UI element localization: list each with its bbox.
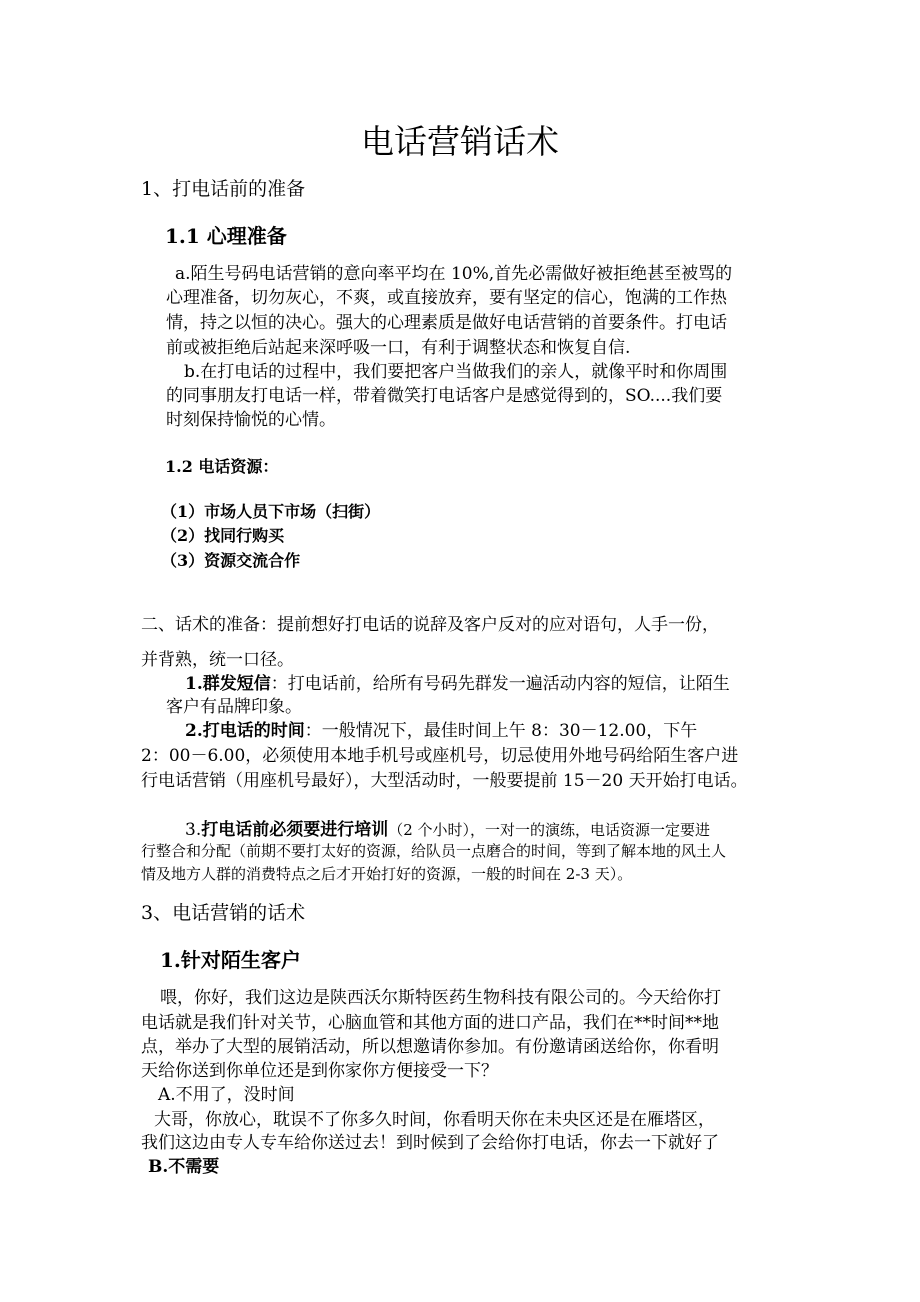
item-3-prefix: 3.: [185, 820, 202, 840]
section-2-heading-line-2: 并背熟，统一口径。: [141, 650, 294, 670]
para-b-line-3: 时刻保持愉悦的心情。: [166, 410, 336, 430]
section-2-item-2-line-2: 2：00－6.00，必须使用本地手机号或座机号，切忌使用外地号码给陌生客户进: [141, 746, 739, 766]
section-2-heading-line-1: 二、话术的准备：提前想好打电话的说辞及客户反对的应对语句，人手一份，: [141, 615, 719, 635]
para-a-line-3: 情，持之以恒的决心。强大的心理素质是做好电话营销的首要条件。打电话: [166, 313, 727, 333]
answer-a-line-1: 大哥，你放心，耽误不了你多久时间，你看明天你在未央区还是在雁塔区，: [154, 1110, 715, 1130]
item-2-text: ：一般情况下，最佳时间上午 8：30－12.00，下午: [304, 721, 698, 741]
item-1-text: ：打电话前，给所有号码先群发一遍活动内容的短信，让陌生: [270, 674, 730, 694]
subsection-1-2-heading: 1.2 电话资源：: [165, 457, 279, 476]
para-a-line-1: a.陌生号码电话营销的意向率平均在 10%,首先必需做好被拒绝甚至被骂的: [175, 264, 733, 284]
section-2-item-2-line-3: 行电话营销（用座机号最好），大型活动时，一般要提前 15－20 天开始打电话。: [141, 771, 748, 791]
para-b-line-2: 的同事朋友打电话一样，带着微笑打电话客户是感觉得到的，SO....我们要: [166, 386, 723, 406]
section-3-heading: 3、电话营销的话术: [141, 902, 306, 924]
item-3-label: 打电话前必须要进行培训: [201, 820, 389, 840]
script-line-4: 天给你送到你单位还是到你家你方便接受一下？: [141, 1061, 498, 1081]
section-1-heading: 1、打电话前的准备: [141, 178, 306, 200]
item-2-label: 2.打电话的时间: [185, 721, 305, 741]
script-line-3: 点，举办了大型的展销活动，所以想邀请你参加。有份邀请函送给你，你看明: [141, 1037, 719, 1057]
para-a-line-2: 心理准备，切勿灰心，不爽，或直接放弃，要有坚定的信心，饱满的工作热: [166, 288, 727, 308]
reply-a: A.不用了，没时间: [158, 1085, 295, 1105]
resource-item-2: （2）找同行购买: [161, 526, 285, 545]
script-line-1: 喂，你好，我们这边是陕西沃尔斯特医药生物科技有限公司的。今天给你打: [160, 988, 721, 1008]
section-2-item-1: [185, 669, 730, 694]
para-b-line-1: b.在打电话的过程中，我们要把客户当做我们的亲人，就像平时和你周围: [184, 362, 728, 382]
item-1-label: 1.群发短信: [185, 674, 271, 694]
reply-b: B.不需要: [148, 1157, 220, 1177]
section-2-item-3-line-2: 行整合和分配（前期不要打太好的资源，给队员一点磨合的时间，等到了解本地的风土人: [141, 842, 727, 860]
item-3-text: （2 个小时），一对一的演练，电话资源一定要进: [388, 821, 711, 839]
section-2-item-1-line-2: 客户有品牌印象。: [166, 697, 302, 717]
para-a-line-4: 前或被拒绝后站起来深呼吸一口，有利于调整状态和恢复自信.: [166, 338, 631, 358]
section-2-item-3-line-3: 情及地方人群的消费特点之后才开始打好的资源，一般的时间在 2-3 天）。: [141, 865, 633, 883]
section-2-item-3: [185, 815, 710, 840]
subsection-3-1-heading: 1.针对陌生客户: [160, 948, 301, 972]
resource-item-3: （3）资源交流合作: [161, 551, 301, 570]
resource-item-1: （1）市场人员下市场（扫街）: [161, 502, 381, 521]
document-title: 电话营销话术: [361, 122, 559, 161]
script-line-2: 电话就是我们针对关节，心脑血管和其他方面的进口产品，我们在**时间**地: [141, 1013, 719, 1033]
section-2-item-2: [185, 716, 697, 741]
subsection-1-1-heading: 1.1 心理准备: [165, 224, 287, 248]
answer-a-line-2: 我们这边由专人专车给你送过去！到时候到了会给你打电话，你去一下就好了: [141, 1133, 719, 1153]
